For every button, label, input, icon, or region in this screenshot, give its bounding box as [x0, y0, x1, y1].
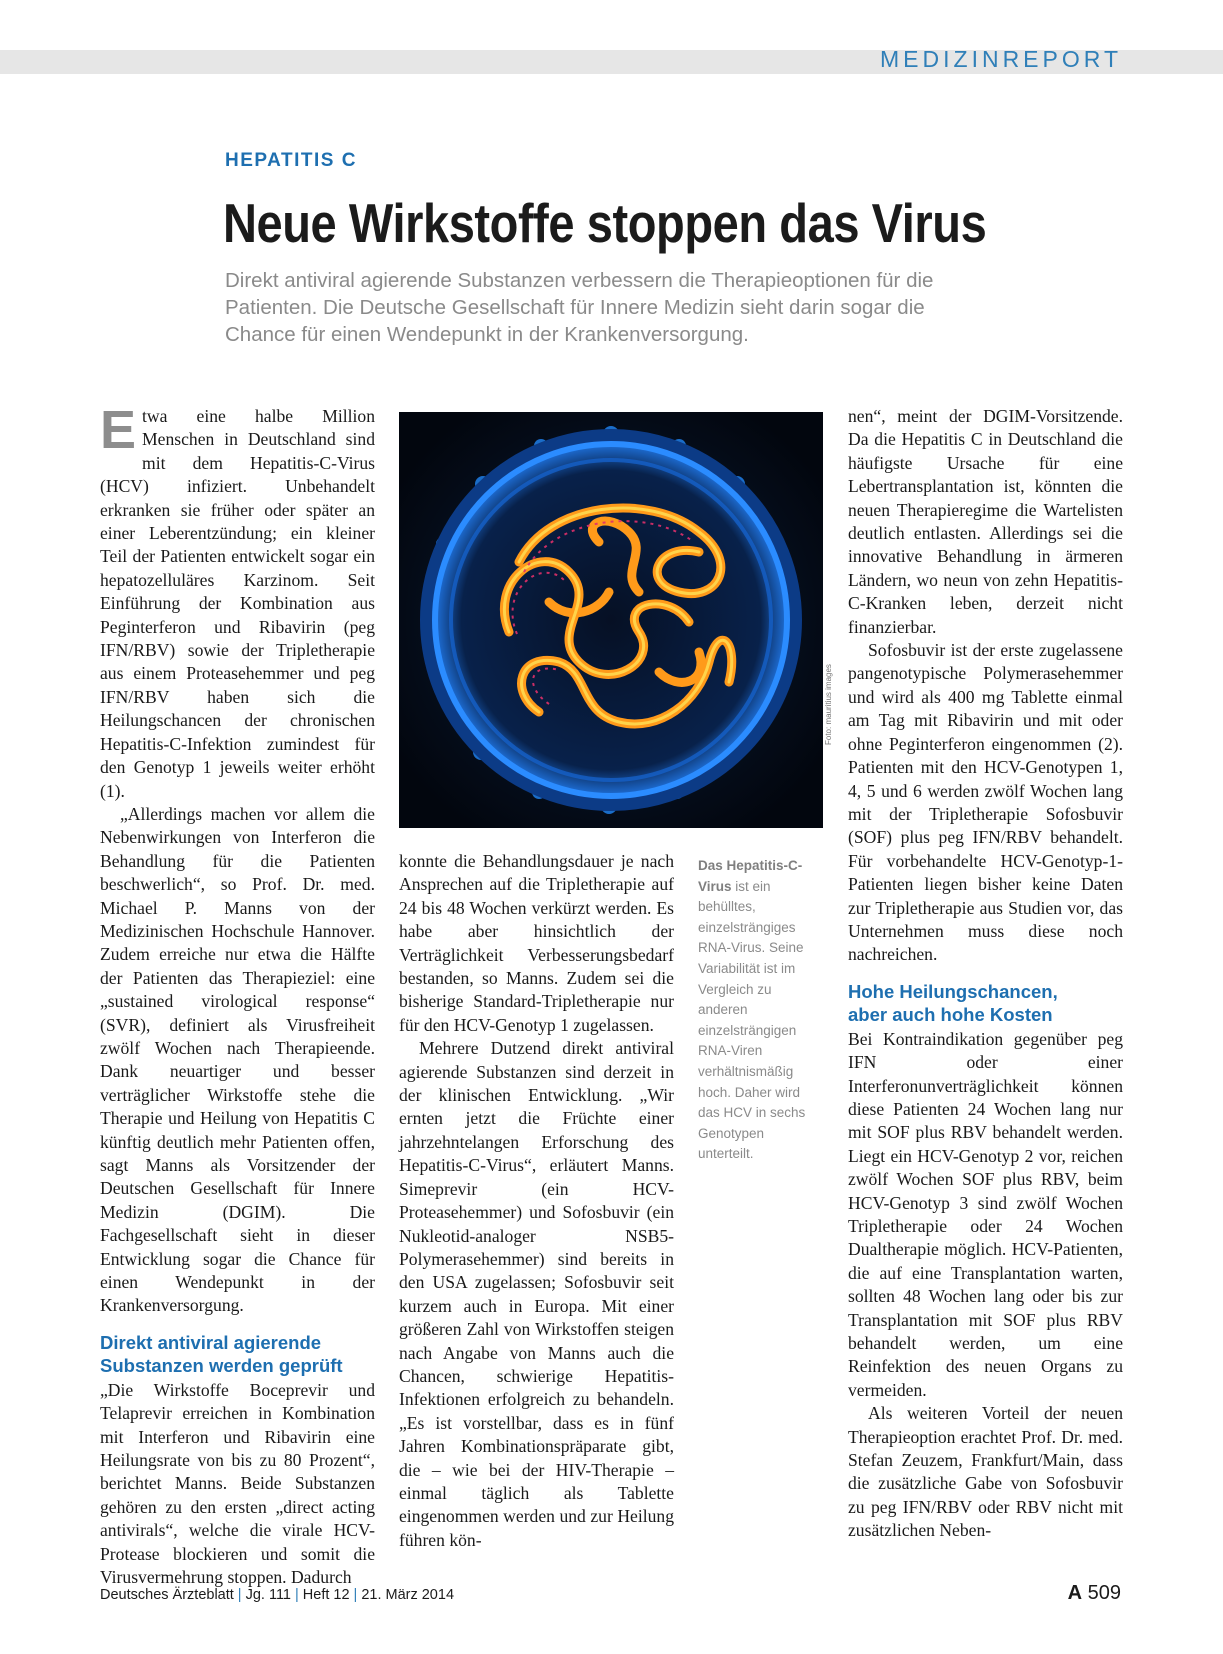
text-column-1 — [100, 400, 375, 1590]
text-column-2 — [399, 850, 674, 1552]
text-column-3 — [848, 405, 1123, 1543]
article-title: Neue Wirkstoffe stoppen das Virus — [223, 192, 987, 254]
page-number: A 509 — [1067, 1582, 1121, 1604]
paragraph: Als weiteren Vorteil der neuen Therapieoption erachtet Prof. Dr. med. Stefan Zeuzem, Frankfurt/Main, dass die zusätzliche Gabe von Sofosbuvir zu peg IFN/RBV oder RBV nicht mit zusätzlichen Neben- — [848, 1403, 1123, 1541]
paragraph: „Allerdings machen vor allem die Nebenwirkungen von Interferon die Behandlung für die Patienten beschwerlich“, so Prof. Dr. med. Michael P. Manns von der Medizinischen Hochschule Hannover. Zudem erreiche nur etwa die Hälfte der Patienten das Therapieziel: eine „sustained virological response“ (SVR), definiert als Virusfreiheit zwölf Wochen nach Therapieende. Dank neuartiger und besser verträglicher Wirkstoffe stehe die Therapie und Heilung von Hepatitis C künftig deutlich mehr Patienten offen, sagt Manns als Vorsitzender der Deutschen Gesellschaft für Innere Medizin (DGIM). Die Fachgesellschaft sieht in dieser Entwicklung sogar die Chance für einen Wendepunkt in der Krankenversorgung. — [100, 803, 375, 1316]
caption-lead: Das Hepatitis-C-Virus — [698, 858, 803, 894]
paragraph: „Die Wirkstoffe Boceprevir und Telaprevir erreichen in Kombination mit Interferon und Ribavirin eine Heilungsrate von bis zu 80 Prozent“, berichtet Manns. Beide Substanzen gehören zu den ersten „direct acting antivirals“, welche die virale HCV-Protease blockieren und somit die Virusvermehrung stoppen. Dadurch — [100, 1379, 375, 1588]
volume: Jg. 111 — [245, 1587, 291, 1603]
subheading: Hohe Heilungschancen, aber auch hohe Kosten — [848, 980, 1058, 1025]
paragraph: Sofosbuvir ist der erste zugelassene pangenotypische Polymerasehemmer und wird als 400 mg Tablette einmal am Tag mit Ribavirin und mit oder ohne Peginterferon eingenommen (2). Patienten mit den HCV-Genotypen 1, 4, 5 und 6 werden zwölf Wochen lang mit der Tripletherapie Sofosbuvir (SOF) plus peg IFN/RBV behandelt. Für vorbehandelte HCV-Genotyp-1-Patienten liegen bisher keine Daten zur Tripletherapie aus Studien vor, das Unternehmen muss diese noch nachreichen. — [848, 640, 1123, 965]
subheading: Direkt antiviral agierende Substanzen werden geprüft — [100, 1331, 343, 1376]
virus-illustration — [399, 412, 823, 828]
journal-name: Deutsches Ärzteblatt — [100, 1587, 234, 1603]
hcv-virus-image — [399, 412, 823, 828]
issue-date: 21. März 2014 — [361, 1587, 455, 1603]
image-caption: Das Hepatitis-C-Virus ist ein behülltes, einzelsträngiges RNA-Virus. Seine Variabilität ist im Vergleich zu anderen einzelsträngigen RNA-Viren verhältnismäßig hoch. Daher wird das HCV in sechs Genotypen unterteilt. — [698, 858, 806, 1162]
paragraph: Bei Kontraindikation gegenüber peg IFN oder einer Interferonunverträglichkeit können diese Patienten 24 Wochen lang nur mit SOF plus RBV behandelt werden. Liegt ein HCV-Genotyp 2 vor, reichen zwölf Wochen SOF plus RBV, beim HCV-Genotyp 3 sind zwölf Wochen Tripletherapie oder 24 Wochen Dualtherapie möglich. HCV-Patienten, die auf eine Transplantation warten, sollten 48 Wochen lang oder bis zur Transplantation mit SOF plus RBV behandelt werden, um eine Reinfektion des neuen Organs zu vermeiden. — [848, 1028, 1123, 1400]
paragraph: nen“, meint der DGIM-Vorsitzende. Da die Hepatitis C in Deutschland die häufigste Ursache für eine Lebertransplantation ist, könnten die neuen Therapieregime die Wartelisten deutlich entlasten. Allerdings sei die innovative Behandlung in ärmeren Ländern, wo neun von zehn Hepatitis-C-Kranken leben, derzeit nicht finanzierbar. — [848, 406, 1123, 637]
drop-cap: E — [100, 400, 137, 460]
page-footer: Deutsches Ärzteblatt | Jg. 111 | Heft 12 | 21. März 2014 — [100, 1587, 455, 1603]
section-label: MEDIZINREPORT — [880, 46, 1122, 72]
paragraph: Etwa eine halbe Million Menschen in Deutschland sind mit dem Hepatitis-C-Virus (HCV) infiziert. Unbehandelt erkranken sie früher oder später an einer Leberentzündung; ein kleiner Teil der Patienten entwickelt sogar ein hepatozelluläres Karzinom. Seit Einführung der Kombination aus Peginterferon und Ribavirin (peg IFN/RBV) sowie der Tripletherapie aus einem Proteasehemmer und peg IFN/RBV haben sich die Heilungschancen der chronischen Hepatitis-C-Infektion zumindest für den Genotyp 1 jeweils weiter erhöht (1). — [100, 400, 375, 801]
paragraph: konnte die Behandlungsdauer je nach Ansprechen auf die Tripletherapie auf 24 bis 48 Wochen verkürzt werden. Es habe aber hinsichtlich der Verträglichkeit Verbesserungsbedarf bestanden, so Manns. Zudem sei die bisherige Standard-Tripletherapie nur für den HCV-Genotyp 1 zugelassen. — [399, 851, 674, 1035]
photo-credit: Foto: mauritius images — [824, 664, 833, 745]
paragraph: Mehrere Dutzend direkt antiviral agierende Substanzen sind derzeit in der klinischen Entwicklung. „Wir ernten jetzt die Früchte einer jahrzehntelangen Erforschung des Hepatitis-C-Virus“, erläutert Manns. Simeprevir (ein HCV-Proteasehemmer) und Sofosbuvir (ein Nukleotid-analoger NSB5-Polymerasehemmer) sind bereits in den USA zugelassen; Sofosbuvir seit kurzem auch in Europa. Mit einer größeren Zahl von Wirkstoffen steigen nach Angabe von Manns auch die Chancen, schwierige Hepatitis-Infektionen erfolgreich zu behandeln. „Es ist vorstellbar, dass es in fünf Jahren Kombinationspräparate gibt, die – wie bei der HIV-Therapie – einmal täglich als Tablette eingenommen werden und zur Heilung führen kön- — [399, 1038, 674, 1550]
article-lead: Direkt antiviral agierende Substanzen verbessern die Therapieoptionen für die Patienten. Die Deutsche Gesellschaft für Innere Medizin sieht darin sogar die Chance für einen Wendepunkt in der Krankenversorgung. — [225, 269, 934, 346]
article-kicker: HEPATITIS C — [225, 150, 357, 171]
issue: Heft 12 — [302, 1587, 350, 1603]
